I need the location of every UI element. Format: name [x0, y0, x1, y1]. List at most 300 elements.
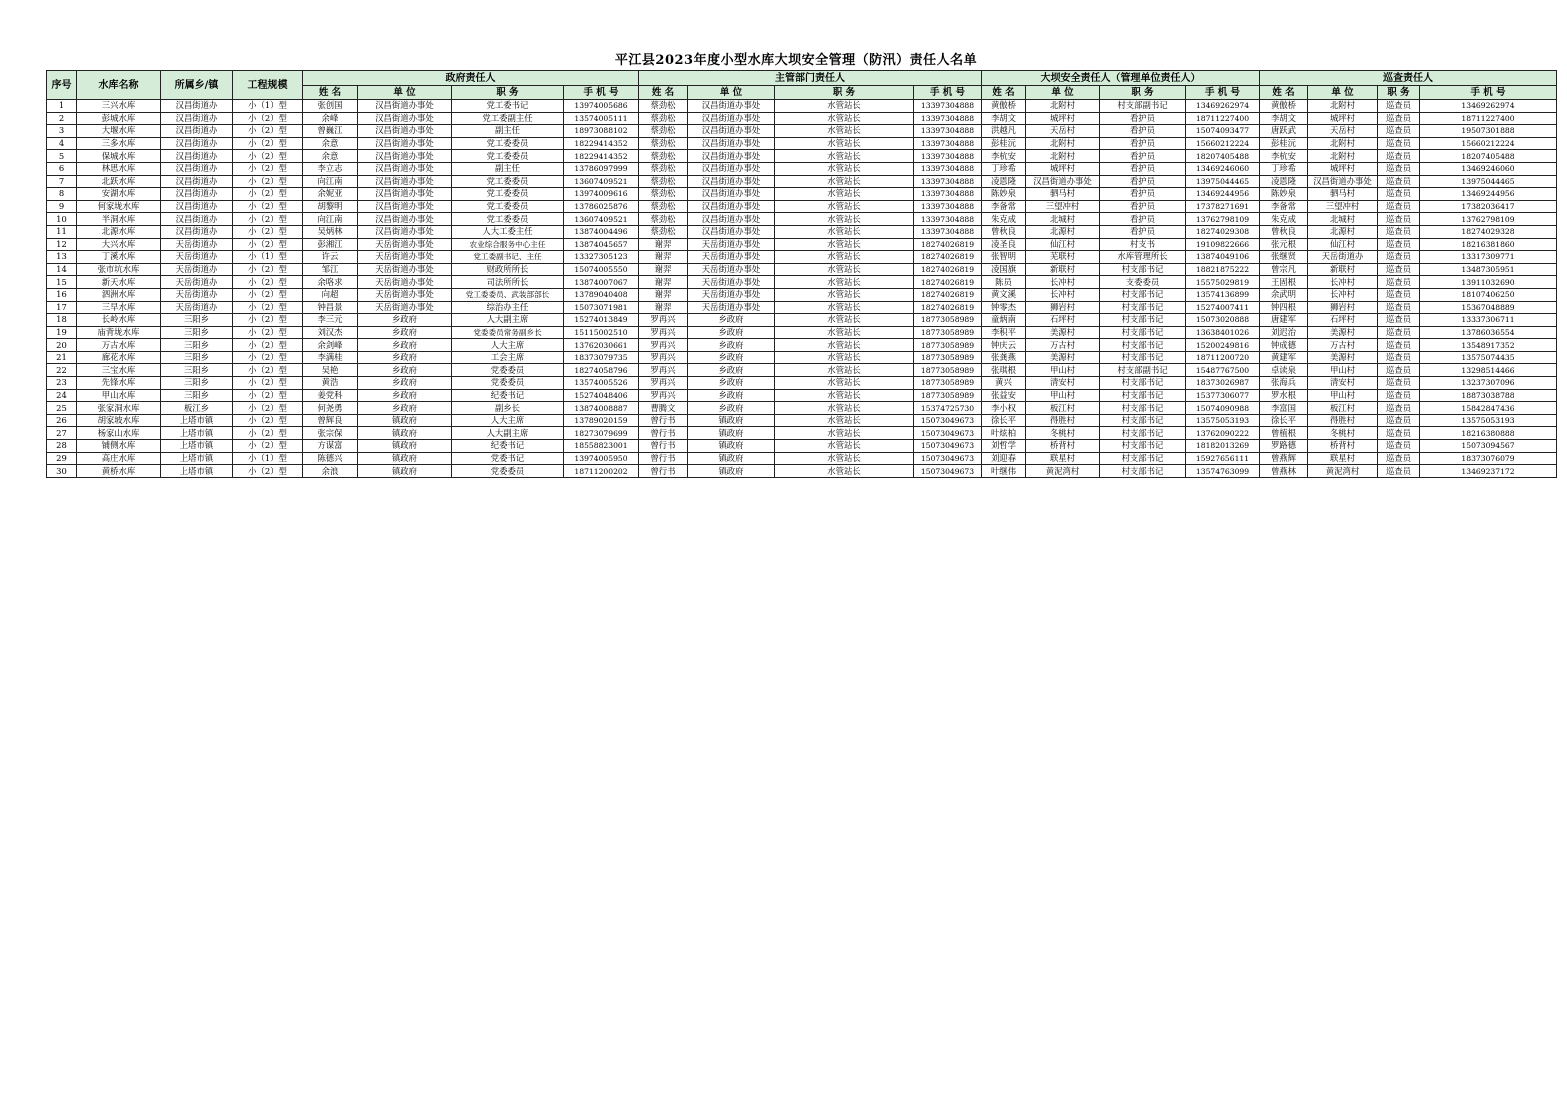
cell-gov-post: 人大工委主任	[452, 225, 564, 238]
cell-town: 三阳乡	[161, 389, 233, 402]
cell-patrol-phone: 15842847436	[1420, 402, 1557, 415]
cell-dept-post: 水管站长	[775, 301, 914, 314]
cell-dam-phone: 18711200720	[1186, 351, 1260, 364]
cell-patrol-name: 朱克成	[1260, 213, 1308, 226]
sub-name: 姓 名	[1260, 86, 1308, 100]
cell-gov-name: 邹江	[303, 263, 358, 276]
cell-dept-phone: 13397304888	[914, 100, 982, 113]
cell-dam-name: 张益安	[982, 389, 1026, 402]
cell-dam-post: 村支部书记	[1100, 452, 1186, 465]
cell-dam-post: 村支书	[1100, 238, 1186, 251]
cell-dam-post: 村支部书记	[1100, 314, 1186, 327]
cell-patrol-phone: 15660212224	[1420, 137, 1557, 150]
cell-dept-unit: 天岳街道办事处	[688, 301, 775, 314]
cell-dam-name: 徐长平	[982, 414, 1026, 427]
cell-dam-phone: 13638401026	[1186, 326, 1260, 339]
cell-dam-unit: 桥背村	[1026, 440, 1100, 453]
cell-dam-post: 村支部书记	[1100, 389, 1186, 402]
table-row	[47, 301, 1557, 314]
cell-scale: 小（2）型	[233, 314, 303, 327]
cell-reservoir-name: 泗洲水库	[77, 288, 161, 301]
cell-patrol-post: 巡查员	[1378, 137, 1420, 150]
cell-patrol-name: 张继贤	[1260, 251, 1308, 264]
cell-town: 上塔市镇	[161, 440, 233, 453]
cell-patrol-name: 钟成德	[1260, 339, 1308, 352]
cell-dept-unit: 乡政府	[688, 377, 775, 390]
cell-dam-phone: 15927656111	[1186, 452, 1260, 465]
cell-dam-post: 村支部副书记	[1100, 364, 1186, 377]
cell-dept-phone: 13397304888	[914, 125, 982, 138]
cell-seq: 16	[47, 288, 77, 301]
cell-dept-post: 水管站长	[775, 339, 914, 352]
cell-gov-name: 余峰	[303, 112, 358, 125]
cell-patrol-unit: 冬桃村	[1308, 427, 1378, 440]
cell-scale: 小（2）型	[233, 377, 303, 390]
cell-patrol-post: 巡查员	[1378, 389, 1420, 402]
table-row	[47, 377, 1557, 390]
cell-gov-name: 胡黎明	[303, 200, 358, 213]
cell-reservoir-name: 半洞水库	[77, 213, 161, 226]
cell-seq: 30	[47, 465, 77, 478]
cell-gov-phone: 13874045657	[564, 238, 639, 251]
cell-dept-name: 曾行书	[639, 414, 688, 427]
cell-reservoir-name: 保城水库	[77, 150, 161, 163]
sub-post: 职 务	[775, 86, 914, 100]
cell-dept-unit: 天岳街道办事处	[688, 276, 775, 289]
cell-seq: 10	[47, 213, 77, 226]
cell-gov-post: 工会主席	[452, 351, 564, 364]
cell-town: 三阳乡	[161, 364, 233, 377]
cell-dept-name: 罗再兴	[639, 326, 688, 339]
cell-gov-unit: 汉昌街道办事处	[358, 213, 452, 226]
cell-dam-post: 村支部副书记	[1100, 100, 1186, 113]
cell-dam-phone: 18207405488	[1186, 150, 1260, 163]
cell-gov-unit: 乡政府	[358, 339, 452, 352]
group-dam: 大坝安全责任人（管理单位责任人）	[982, 71, 1260, 86]
cell-dept-name: 曾行书	[639, 452, 688, 465]
cell-gov-post: 党工委副主任	[452, 112, 564, 125]
cell-patrol-phone: 13762798109	[1420, 213, 1557, 226]
sub-phone: 手 机 号	[1420, 86, 1557, 100]
table-row	[47, 251, 1557, 264]
cell-dam-unit: 芜联村	[1026, 251, 1100, 264]
cell-scale: 小（2）型	[233, 402, 303, 415]
cell-reservoir-name: 高庄水库	[77, 452, 161, 465]
cell-dam-phone: 15200249816	[1186, 339, 1260, 352]
cell-dept-unit: 汉昌街道办事处	[688, 112, 775, 125]
cell-seq: 6	[47, 162, 77, 175]
cell-reservoir-name: 三多水库	[77, 137, 161, 150]
cell-dam-unit: 狮岩村	[1026, 301, 1100, 314]
cell-dept-post: 水管站长	[775, 175, 914, 188]
cell-gov-unit: 汉昌街道办事处	[358, 225, 452, 238]
cell-gov-name: 姜党科	[303, 389, 358, 402]
group-patrol: 巡查责任人	[1260, 71, 1557, 86]
cell-gov-name: 余意	[303, 137, 358, 150]
cell-dept-unit: 镇政府	[688, 440, 775, 453]
cell-dam-name: 叶继伟	[982, 465, 1026, 478]
cell-patrol-unit: 北源村	[1308, 225, 1378, 238]
table-row	[47, 188, 1557, 201]
cell-reservoir-name: 张市坑水库	[77, 263, 161, 276]
table-row	[47, 452, 1557, 465]
cell-dept-name: 曹腾文	[639, 402, 688, 415]
table-row	[47, 427, 1557, 440]
table-row	[47, 162, 1557, 175]
cell-dept-phone: 13397304888	[914, 175, 982, 188]
cell-town: 天岳街道办	[161, 288, 233, 301]
cell-patrol-unit: 桥背村	[1308, 440, 1378, 453]
cell-dept-phone: 13397304888	[914, 213, 982, 226]
cell-scale: 小（2）型	[233, 162, 303, 175]
cell-dept-phone: 18274026819	[914, 301, 982, 314]
cell-gov-name: 李立志	[303, 162, 358, 175]
cell-gov-post: 党工委委员	[452, 188, 564, 201]
cell-patrol-name: 曾燕林	[1260, 465, 1308, 478]
cell-gov-name: 何尧勇	[303, 402, 358, 415]
cell-dept-unit: 汉昌街道办事处	[688, 175, 775, 188]
cell-patrol-phone: 18216381860	[1420, 238, 1557, 251]
cell-dept-unit: 乡政府	[688, 402, 775, 415]
cell-town: 汉昌街道办	[161, 188, 233, 201]
cell-dept-name: 谢羿	[639, 263, 688, 276]
cell-dept-post: 水管站长	[775, 225, 914, 238]
cell-gov-phone: 13789020159	[564, 414, 639, 427]
cell-patrol-phone: 18274029328	[1420, 225, 1557, 238]
cell-dept-phone: 18773058989	[914, 377, 982, 390]
cell-dam-post: 村支部书记	[1100, 440, 1186, 453]
cell-gov-phone: 13607409521	[564, 175, 639, 188]
cell-patrol-name: 钟四根	[1260, 301, 1308, 314]
cell-patrol-phone: 13487305951	[1420, 263, 1557, 276]
cell-dept-name: 蔡劲松	[639, 112, 688, 125]
cell-patrol-phone: 13237307096	[1420, 377, 1557, 390]
cell-gov-unit: 汉昌街道办事处	[358, 125, 452, 138]
cell-dam-unit: 联星村	[1026, 452, 1100, 465]
cell-patrol-name: 王固根	[1260, 276, 1308, 289]
cell-dam-phone: 13762090222	[1186, 427, 1260, 440]
cell-gov-post: 党工委委员、武装部部长	[452, 288, 564, 301]
cell-patrol-name: 唐建军	[1260, 314, 1308, 327]
cell-patrol-unit: 狮岩村	[1308, 301, 1378, 314]
cell-dam-post: 村支部书记	[1100, 288, 1186, 301]
cell-gov-name: 钟昌景	[303, 301, 358, 314]
cell-seq: 27	[47, 427, 77, 440]
cell-dept-name: 谢羿	[639, 301, 688, 314]
cell-patrol-unit: 北附村	[1308, 137, 1378, 150]
cell-dept-unit: 汉昌街道办事处	[688, 213, 775, 226]
cell-dept-unit: 天岳街道办事处	[688, 251, 775, 264]
cell-patrol-post: 巡查员	[1378, 162, 1420, 175]
cell-patrol-post: 巡查员	[1378, 301, 1420, 314]
cell-dept-phone: 18274026819	[914, 288, 982, 301]
cell-dept-unit: 镇政府	[688, 414, 775, 427]
cell-dam-name: 凌国旗	[982, 263, 1026, 276]
cell-gov-unit: 天岳街道办事处	[358, 288, 452, 301]
cell-dept-post: 水管站长	[775, 162, 914, 175]
cell-reservoir-name: 三早水库	[77, 301, 161, 314]
cell-dam-name: 朱克成	[982, 213, 1026, 226]
table-row	[47, 465, 1557, 478]
cell-dept-phone: 18274026819	[914, 263, 982, 276]
cell-patrol-name: 唐跃武	[1260, 125, 1308, 138]
cell-dept-phone: 18773058989	[914, 364, 982, 377]
cell-dept-post: 水管站长	[775, 377, 914, 390]
cell-town: 汉昌街道办	[161, 100, 233, 113]
header-row	[47, 71, 1557, 86]
cell-patrol-name: 曾燕辉	[1260, 452, 1308, 465]
sub-name: 姓 名	[303, 86, 358, 100]
cell-patrol-phone: 18216380888	[1420, 427, 1557, 440]
cell-dam-unit: 清安村	[1026, 377, 1100, 390]
cell-dept-name: 蔡劲松	[639, 200, 688, 213]
cell-patrol-phone: 13469237172	[1420, 465, 1557, 478]
cell-gov-unit: 汉昌街道办事处	[358, 100, 452, 113]
cell-patrol-unit: 仙江村	[1308, 238, 1378, 251]
cell-gov-phone: 18373079735	[564, 351, 639, 364]
cell-dam-unit: 仙江村	[1026, 238, 1100, 251]
cell-dept-phone: 13397304888	[914, 112, 982, 125]
cell-dam-phone: 19109822666	[1186, 238, 1260, 251]
cell-gov-name: 向江南	[303, 175, 358, 188]
cell-dam-name: 刘哲学	[982, 440, 1026, 453]
cell-dam-phone: 15660212224	[1186, 137, 1260, 150]
cell-gov-post: 司法所所长	[452, 276, 564, 289]
cell-patrol-post: 巡查员	[1378, 112, 1420, 125]
cell-seq: 14	[47, 263, 77, 276]
cell-dept-unit: 天岳街道办事处	[688, 263, 775, 276]
cell-gov-post: 财政所所长	[452, 263, 564, 276]
cell-patrol-unit: 甲山村	[1308, 389, 1378, 402]
cell-reservoir-name: 廊花水库	[77, 351, 161, 364]
sub-phone: 手 机 号	[564, 86, 639, 100]
cell-dam-name: 李小权	[982, 402, 1026, 415]
cell-reservoir-name: 三宝水库	[77, 364, 161, 377]
cell-gov-unit: 汉昌街道办事处	[358, 188, 452, 201]
cell-reservoir-name: 大堰水库	[77, 125, 161, 138]
cell-patrol-post: 巡查员	[1378, 225, 1420, 238]
cell-dept-unit: 汉昌街道办事处	[688, 150, 775, 163]
cell-dam-name: 陈员	[982, 276, 1026, 289]
cell-dept-post: 水管站长	[775, 465, 914, 478]
cell-gov-unit: 汉昌街道办事处	[358, 150, 452, 163]
cell-reservoir-name: 大兴水库	[77, 238, 161, 251]
cell-patrol-phone: 13469262974	[1420, 100, 1557, 113]
cell-dam-post: 看护员	[1100, 162, 1186, 175]
document-page	[46, 52, 1546, 478]
cell-dept-name: 蔡劲松	[639, 150, 688, 163]
cell-dept-phone: 18274026819	[914, 276, 982, 289]
cell-dam-name: 彭桂沅	[982, 137, 1026, 150]
cell-scale: 小（2）型	[233, 263, 303, 276]
cell-dept-post: 水管站长	[775, 440, 914, 453]
cell-reservoir-name: 庙背垅水库	[77, 326, 161, 339]
cell-dept-phone: 13397304888	[914, 162, 982, 175]
cell-gov-name: 吴炳林	[303, 225, 358, 238]
cell-dept-post: 水管站长	[775, 326, 914, 339]
cell-patrol-phone: 13575074435	[1420, 351, 1557, 364]
cell-patrol-phone: 13786036554	[1420, 326, 1557, 339]
cell-patrol-phone: 18207405488	[1420, 150, 1557, 163]
cell-patrol-phone: 15367048889	[1420, 301, 1557, 314]
cell-patrol-unit: 石坪村	[1308, 314, 1378, 327]
cell-dept-unit: 乡政府	[688, 389, 775, 402]
cell-town: 上塔市镇	[161, 452, 233, 465]
table-row	[47, 213, 1557, 226]
cell-dept-post: 水管站长	[775, 100, 914, 113]
cell-dept-unit: 乡政府	[688, 339, 775, 352]
group-gov: 政府责任人	[303, 71, 639, 86]
cell-seq: 28	[47, 440, 77, 453]
cell-patrol-unit: 北附村	[1308, 100, 1378, 113]
cell-dam-name: 张龚燕	[982, 351, 1026, 364]
cell-reservoir-name: 万古水库	[77, 339, 161, 352]
cell-seq: 26	[47, 414, 77, 427]
cell-scale: 小（2）型	[233, 188, 303, 201]
cell-dam-unit: 城坪村	[1026, 162, 1100, 175]
cell-dept-name: 曾行书	[639, 440, 688, 453]
cell-dept-post: 水管站长	[775, 213, 914, 226]
cell-dam-name: 凌圣良	[982, 238, 1026, 251]
cell-seq: 3	[47, 125, 77, 138]
cell-seq: 21	[47, 351, 77, 364]
cell-town: 三阳乡	[161, 326, 233, 339]
cell-dam-name: 黄傲桥	[982, 100, 1026, 113]
cell-scale: 小（2）型	[233, 213, 303, 226]
cell-dam-phone: 15074090988	[1186, 402, 1260, 415]
cell-patrol-phone: 18873038788	[1420, 389, 1557, 402]
cell-gov-unit: 镇政府	[358, 452, 452, 465]
cell-dam-phone: 18182013269	[1186, 440, 1260, 453]
cell-gov-phone: 13607409521	[564, 213, 639, 226]
cell-town: 板江乡	[161, 402, 233, 415]
cell-gov-phone: 18229414352	[564, 137, 639, 150]
cell-patrol-name: 李备常	[1260, 200, 1308, 213]
cell-dept-name: 曾行书	[639, 427, 688, 440]
cell-gov-post: 党工委委员	[452, 200, 564, 213]
cell-gov-phone: 18973088102	[564, 125, 639, 138]
cell-seq: 1	[47, 100, 77, 113]
cell-dam-phone: 17378271691	[1186, 200, 1260, 213]
cell-gov-unit: 乡政府	[358, 377, 452, 390]
cell-patrol-unit: 北附村	[1308, 150, 1378, 163]
table-row	[47, 314, 1557, 327]
cell-gov-phone: 15274048406	[564, 389, 639, 402]
group-dept: 主管部门责任人	[639, 71, 982, 86]
cell-scale: 小（2）型	[233, 414, 303, 427]
cell-gov-unit: 镇政府	[358, 414, 452, 427]
cell-dept-name: 蔡劲松	[639, 175, 688, 188]
cell-town: 汉昌街道办	[161, 112, 233, 125]
cell-scale: 小（2）型	[233, 389, 303, 402]
cell-patrol-post: 巡查员	[1378, 175, 1420, 188]
cell-patrol-unit: 美源村	[1308, 326, 1378, 339]
cell-patrol-phone: 13469246060	[1420, 162, 1557, 175]
cell-town: 上塔市镇	[161, 427, 233, 440]
cell-dam-post: 看护员	[1100, 225, 1186, 238]
cell-gov-phone: 13574005526	[564, 377, 639, 390]
cell-dept-phone: 18773058989	[914, 351, 982, 364]
cell-dept-post: 水管站长	[775, 364, 914, 377]
cell-seq: 29	[47, 452, 77, 465]
cell-gov-unit: 乡政府	[358, 389, 452, 402]
sub-unit: 单 位	[688, 86, 775, 100]
cell-patrol-phone: 13575053193	[1420, 414, 1557, 427]
cell-dept-unit: 天岳街道办事处	[688, 238, 775, 251]
cell-scale: 小（2）型	[233, 301, 303, 314]
cell-gov-phone: 13786025876	[564, 200, 639, 213]
cell-dept-phone: 15374725730	[914, 402, 982, 415]
cell-seq: 17	[47, 301, 77, 314]
cell-gov-phone: 13762030661	[564, 339, 639, 352]
cell-gov-phone: 13574005111	[564, 112, 639, 125]
cell-town: 汉昌街道办	[161, 137, 233, 150]
cell-dam-name: 刘迎春	[982, 452, 1026, 465]
cell-patrol-name: 黄傲桥	[1260, 100, 1308, 113]
cell-gov-post: 纪委书记	[452, 440, 564, 453]
cell-gov-post: 党工委委员	[452, 175, 564, 188]
cell-dam-post: 村支部书记	[1100, 465, 1186, 478]
table-row	[47, 389, 1557, 402]
cell-patrol-name: 刘迟治	[1260, 326, 1308, 339]
table-row	[47, 137, 1557, 150]
cell-dept-phone: 13397304888	[914, 200, 982, 213]
cell-reservoir-name: 先锋水库	[77, 377, 161, 390]
cell-scale: 小（2）型	[233, 465, 303, 478]
cell-dept-post: 水管站长	[775, 251, 914, 264]
cell-seq: 2	[47, 112, 77, 125]
table-row	[47, 414, 1557, 427]
cell-gov-name: 黄浩	[303, 377, 358, 390]
cell-patrol-name: 卓读泉	[1260, 364, 1308, 377]
table-row	[47, 339, 1557, 352]
cell-scale: 小（2）型	[233, 137, 303, 150]
cell-dam-phone: 13469262974	[1186, 100, 1260, 113]
cell-dam-post: 村支部书记	[1100, 351, 1186, 364]
cell-gov-name: 曾巍江	[303, 125, 358, 138]
cell-town: 天岳街道办	[161, 238, 233, 251]
cell-dam-unit: 甲山村	[1026, 389, 1100, 402]
cell-gov-phone: 13874007067	[564, 276, 639, 289]
cell-reservoir-name: 胡家坡水库	[77, 414, 161, 427]
cell-town: 汉昌街道办	[161, 225, 233, 238]
cell-gov-unit: 乡政府	[358, 314, 452, 327]
col-scale: 工程规模	[233, 71, 303, 100]
cell-dam-phone: 15074093477	[1186, 125, 1260, 138]
cell-patrol-post: 巡查员	[1378, 276, 1420, 289]
cell-gov-name: 方谋富	[303, 440, 358, 453]
responsibility-table	[46, 70, 1557, 478]
col-seq: 序号	[47, 71, 77, 100]
cell-patrol-name: 罗水根	[1260, 389, 1308, 402]
cell-patrol-post: 巡查员	[1378, 213, 1420, 226]
cell-dam-name: 洪越凡	[982, 125, 1026, 138]
cell-gov-post: 党工委委员	[452, 150, 564, 163]
cell-gov-post: 党委书记	[452, 452, 564, 465]
table-row	[47, 150, 1557, 163]
cell-dam-phone: 13874049106	[1186, 251, 1260, 264]
cell-dam-name: 黄文溪	[982, 288, 1026, 301]
cell-dam-post: 村支部书记	[1100, 402, 1186, 415]
cell-dept-unit: 汉昌街道办事处	[688, 137, 775, 150]
cell-gov-post: 党委委员	[452, 377, 564, 390]
cell-dept-name: 蔡劲松	[639, 125, 688, 138]
table-row	[47, 125, 1557, 138]
cell-reservoir-name: 张家洞水库	[77, 402, 161, 415]
cell-gov-name: 许云	[303, 251, 358, 264]
cell-reservoir-name: 铺侧水库	[77, 440, 161, 453]
cell-dam-post: 支委委员	[1100, 276, 1186, 289]
